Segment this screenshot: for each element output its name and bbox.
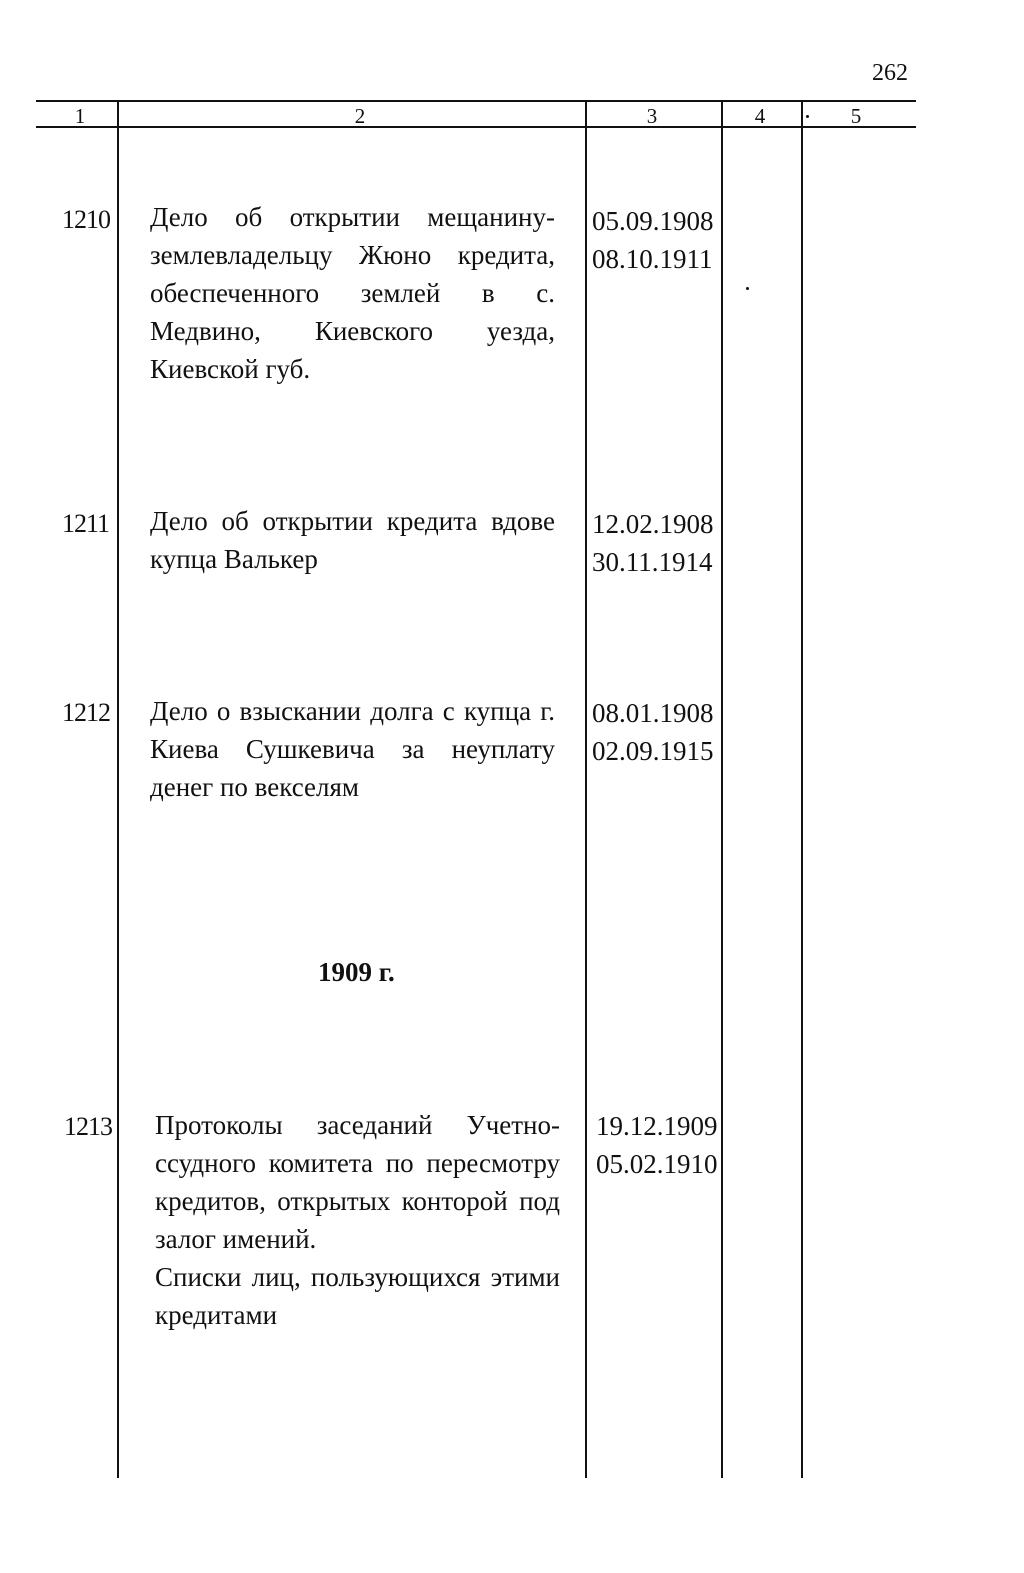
column-divider-4 [801,100,803,1478]
header-bottom-rule [36,126,916,128]
row-date-start: 08.01.1908 [592,698,714,728]
speck-dot [806,115,809,118]
column-header-1: 1 [74,104,86,128]
row-number: 1211 [62,509,110,538]
row-number: 1212 [62,698,110,727]
row-date-start: 19.12.1909 [596,1111,718,1141]
row-description: Протоколы заседаний Учетно-ссудного комитета по пересмотру кредитов, открытых конторой под залог имений. [155,1110,560,1254]
column-header-5: 5 [850,104,862,128]
column-divider-1 [117,100,119,1478]
row-date-start: 12.02.1908 [592,509,714,539]
column-header-4: 4 [754,104,766,128]
speck-dot [746,287,749,290]
row-date-end: 30.11.1914 [592,547,713,577]
column-divider-3 [721,100,723,1478]
column-divider-2 [585,100,587,1478]
row-description: Дело о взыскании долга с купца г. Киева Сушкевича за неуплату денег по векселям [150,696,555,802]
row-description-continuation: Списки лиц, пользующихся этими кредитами [155,1262,560,1330]
row-date-start: 05.09.1908 [592,206,714,236]
row-date-end: 05.02.1910 [596,1149,718,1179]
row-date-end: 02.09.1915 [592,736,714,766]
year-heading: 1909 г. [318,957,395,987]
column-header-3: 3 [646,104,658,128]
row-number: 1213 [64,1112,112,1141]
column-header-2: 2 [354,104,366,128]
page-number: 262 [872,60,908,86]
row-description: Дело об открытии мещанину-землевладельцу Жюно кредита, обеспеченного землей в с. Медвино, Киевского уезда, Киевской губ. [150,202,555,384]
header-top-rule [36,100,916,102]
row-number: 1210 [62,205,110,234]
row-date-end: 08.10.1911 [592,244,713,274]
row-description: Дело об открытии кредита вдове купца Валькер [150,506,555,574]
